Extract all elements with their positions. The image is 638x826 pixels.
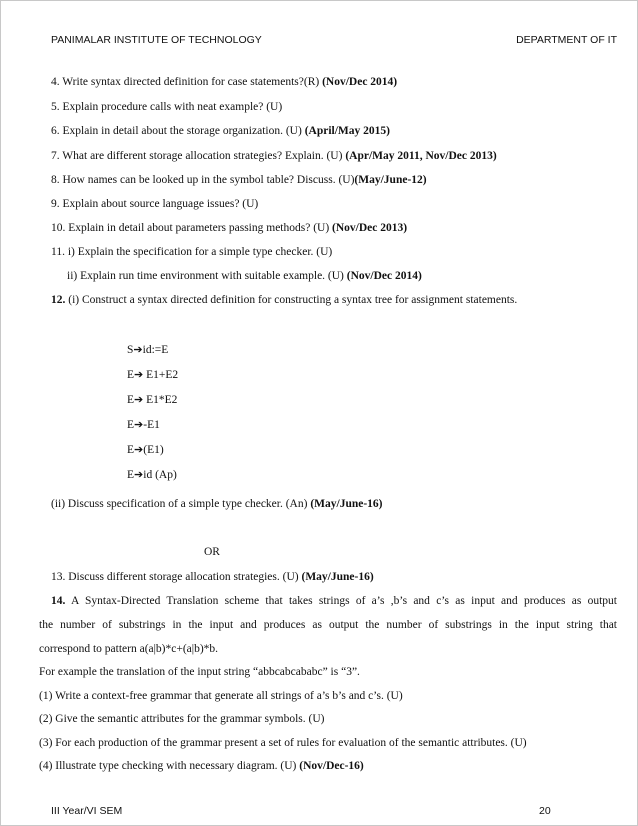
arrow-right-icon: ➔: [134, 419, 144, 431]
question-13: 13. Discuss different storage allocation strategies. (U) (May/June-16): [51, 571, 374, 583]
question-14-part-1: (1) Write a context-free grammar that generate all strings of a’s b’s and c’s. (U): [39, 690, 403, 702]
exam-tag: (Nov/Dec 2014): [346, 270, 422, 282]
question-14-line-1: 14. A Syntax-Directed Translation scheme that takes strings of a’s ,b’s and c’s as input and produces as output: [51, 595, 617, 607]
exam-tag: (Nov/Dec-16): [299, 760, 364, 772]
arrow-right-icon: ➔: [134, 369, 144, 381]
question-14-line-2: the number of substrings in the input and produces as output the number of substrings in the input string that: [39, 619, 617, 631]
question-14-part-3: (3) For each production of the grammar present a set of rules for evaluation of the semantic attributes. (U): [39, 737, 527, 749]
grammar-rule: E➔-E1: [127, 419, 160, 431]
footer-semester: III Year/VI SEM: [51, 805, 123, 817]
question-14-part-2: (2) Give the semantic attributes for the grammar symbols. (U): [39, 713, 325, 725]
exam-tag: (May/June-16): [301, 571, 374, 583]
grammar-rule: S➔id:=E: [127, 344, 169, 356]
grammar-rule: E➔ E1+E2: [127, 369, 179, 381]
arrow-right-icon: ➔: [133, 344, 143, 356]
exam-tag: (Nov/Dec 2014): [322, 76, 398, 88]
exam-tag: (Nov/Dec 2013): [332, 222, 408, 234]
question-8: 8. How names can be looked up in the symbol table? Discuss. (U)(May/June-12): [51, 174, 427, 186]
question-6: 6. Explain in detail about the storage organization. (U) (April/May 2015): [51, 125, 390, 137]
question-14-line-4: For example the translation of the input string “abbcabcababc” is “3”.: [39, 666, 360, 678]
arrow-right-icon: ➔: [134, 469, 144, 481]
grammar-rule: E➔id (Ap): [127, 469, 177, 481]
question-5: 5. Explain procedure calls with neat example? (U): [51, 101, 283, 113]
question-7: 7. What are different storage allocation strategies? Explain. (U) (Apr/May 2011, Nov/Dec 2013): [51, 150, 497, 162]
question-10: 10. Explain in detail about parameters passing methods? (U) (Nov/Dec 2013): [51, 222, 408, 234]
question-11-ii: ii) Explain run time environment with suitable example. (U) (Nov/Dec 2014): [67, 270, 422, 282]
or-separator: OR: [204, 546, 220, 558]
exam-tag: (May/June-12): [354, 174, 427, 186]
arrow-right-icon: ➔: [134, 394, 144, 406]
grammar-rule: E➔(E1): [127, 444, 164, 456]
page-number: 20: [539, 805, 551, 817]
exam-tag: (May/June-16): [310, 498, 383, 510]
department-name: DEPARTMENT OF IT: [516, 34, 617, 46]
question-12: 12. (i) Construct a syntax directed definition for constructing a syntax tree for assignment statements.: [51, 294, 518, 306]
question-14-part-4: (4) Illustrate type checking with necessary diagram. (U) (Nov/Dec-16): [39, 760, 364, 772]
question-11-i: 11. i) Explain the specification for a simple type checker. (U): [51, 246, 333, 258]
arrow-right-icon: ➔: [134, 444, 144, 456]
exam-tag: (Apr/May 2011, Nov/Dec 2013): [345, 150, 497, 162]
grammar-rule: E➔ E1*E2: [127, 394, 178, 406]
question-14-line-3: correspond to pattern a(a|b)*c+(a|b)*b.: [39, 643, 219, 655]
exam-tag: (April/May 2015): [304, 125, 390, 137]
question-12-ii: (ii) Discuss specification of a simple type checker. (An) (May/June-16): [51, 498, 383, 510]
question-4: 4. Write syntax directed definition for case statements?(R) (Nov/Dec 2014): [51, 76, 398, 88]
institute-name: PANIMALAR INSTITUTE OF TECHNOLOGY: [51, 34, 262, 46]
question-9: 9. Explain about source language issues? (U): [51, 198, 259, 210]
